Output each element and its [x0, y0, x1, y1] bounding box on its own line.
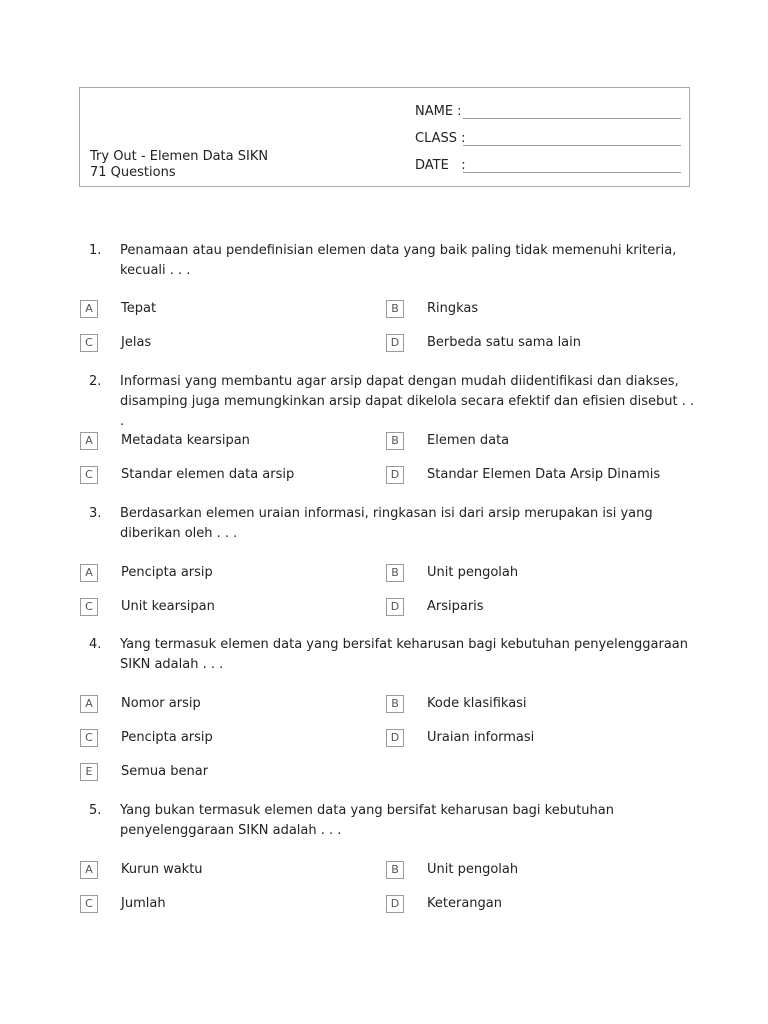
option-letter: B [386, 432, 404, 450]
option-text: Jelas [121, 335, 152, 350]
option-letter: D [386, 466, 404, 484]
option-text: Elemen data [427, 433, 510, 448]
option-letter: D [386, 598, 404, 616]
option-letter: E [80, 763, 98, 781]
option-text: Ringkas [427, 301, 479, 316]
question-number: 4. [89, 637, 102, 652]
option-letter: C [80, 334, 98, 352]
option-text: Unit kearsipan [121, 599, 215, 614]
option-text: Standar elemen data arsip [121, 467, 295, 482]
question-number: 2. [89, 374, 102, 389]
option-letter: B [386, 564, 404, 582]
option-letter: A [80, 432, 98, 450]
date-line[interactable] [463, 172, 681, 173]
quiz-title: Try Out - Elemen Data SIKN [90, 149, 269, 164]
option-letter: B [386, 695, 404, 713]
option-text: Uraian informasi [427, 730, 535, 745]
question-number: 5. [89, 803, 102, 818]
date-label: DATE : [415, 158, 466, 173]
option-text: Jumlah [121, 896, 166, 911]
option-letter: A [80, 861, 98, 879]
question-text: Yang bukan termasuk elemen data yang bersifat keharusan bagi kebutuhan penyelenggaraan SIKN adalah . . . [120, 803, 614, 838]
option-text: Pencipta arsip [121, 730, 213, 745]
question-text: Penamaan atau pendefinisian elemen data yang baik paling tidak memenuhi kriteria, kecuali . . . [120, 243, 677, 278]
option-text: Nomor arsip [121, 696, 201, 711]
question-count: 71 Questions [90, 165, 176, 180]
option-text: Kode klasifikasi [427, 696, 527, 711]
option-text: Kurun waktu [121, 862, 203, 877]
option-letter: C [80, 895, 98, 913]
option-text: Semua benar [121, 764, 209, 779]
question-text: Yang termasuk elemen data yang bersifat keharusan bagi kebutuhan penyelenggaraan SIKN adalah . . . [120, 637, 689, 672]
option-letter: C [80, 466, 98, 484]
option-letter: D [386, 729, 404, 747]
name-label: NAME : [415, 104, 462, 119]
option-letter: A [80, 695, 98, 713]
option-letter: D [386, 895, 404, 913]
worksheet-header [79, 87, 690, 187]
option-text: Unit pengolah [427, 862, 519, 877]
option-letter: C [80, 729, 98, 747]
option-letter: C [80, 598, 98, 616]
option-letter: A [80, 564, 98, 582]
option-text: Berbeda satu sama lain [427, 335, 582, 350]
question-text: Informasi yang membantu agar arsip dapat dengan mudah diidentifikasi dan diakses, disamping juga memungkinkan arsip dapat dikelola secara efektif dan efisien disebut . . . [120, 374, 695, 429]
option-text: Arsiparis [427, 599, 484, 614]
option-letter: B [386, 300, 404, 318]
option-text: Unit pengolah [427, 565, 519, 580]
question-number: 3. [89, 506, 102, 521]
option-text: Tepat [121, 301, 157, 316]
question-text: Berdasarkan elemen uraian informasi, ringkasan isi dari arsip merupakan isi yang diberikan oleh . . . [120, 506, 653, 541]
option-letter: B [386, 861, 404, 879]
option-text: Metadata kearsipan [121, 433, 250, 448]
option-text: Keterangan [427, 896, 502, 911]
question-number: 1. [89, 243, 102, 258]
option-letter: A [80, 300, 98, 318]
option-letter: D [386, 334, 404, 352]
option-text: Standar Elemen Data Arsip Dinamis [427, 467, 661, 482]
class-line[interactable] [463, 145, 681, 146]
name-line[interactable] [463, 118, 681, 119]
option-text: Pencipta arsip [121, 565, 213, 580]
class-label: CLASS : [415, 131, 466, 146]
